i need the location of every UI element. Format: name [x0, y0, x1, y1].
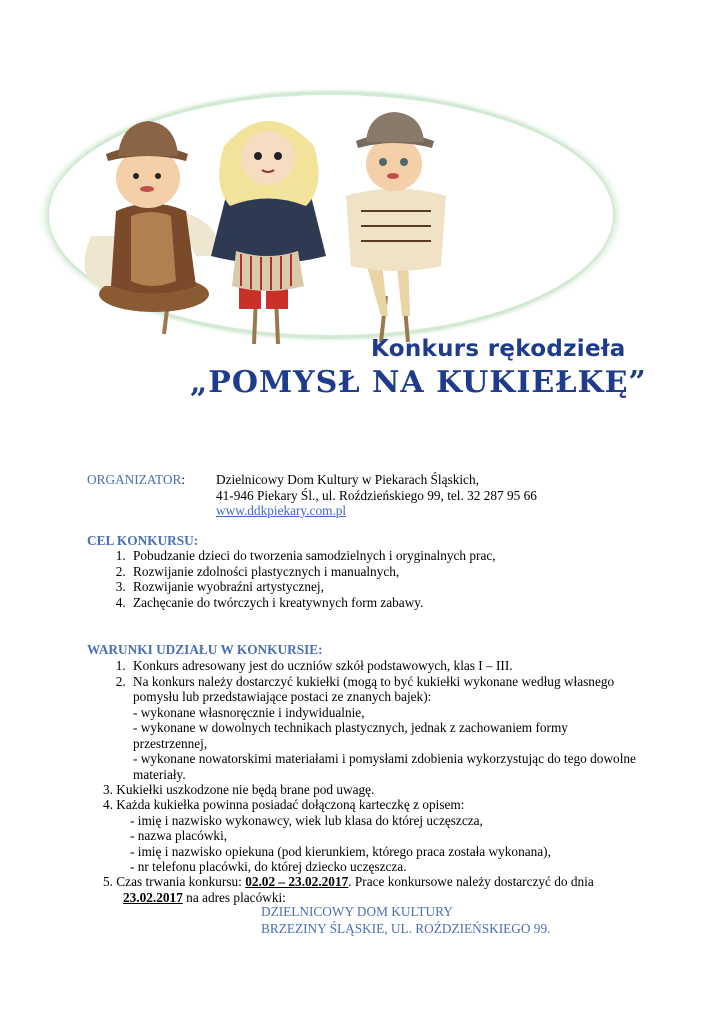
organizer-label-text: ORGANIZATOR	[87, 472, 182, 487]
condition-2-line: przestrzennej,	[133, 735, 208, 751]
condition-5-tail: na adres placówki:	[182, 889, 286, 905]
conditions-list	[87, 658, 689, 782]
condition-4-sub: - nr telefonu placówki, do której dziecko uczęszcza.	[130, 859, 407, 874]
goal-item: 1. Pobudzanie dzieci do tworzenia samodzielnych i oryginalnych prac,	[129, 548, 689, 564]
condition-item-3: 3. Kukiełki uszkodzone nie będą brane pod uwagę.	[103, 782, 375, 797]
contest-dates: 02.02 – 23.02.2017	[245, 874, 349, 889]
organizer-line-1: Dzielnicowy Dom Kultury w Piekarach Śląskich,	[216, 472, 479, 487]
goal-item: 3. Rozwijanie wyobraźni artystycznej,	[129, 579, 689, 595]
delivery-address	[261, 904, 550, 937]
organizer-label	[87, 472, 185, 488]
condition-item-5	[103, 874, 663, 905]
organizer-colon: :	[181, 472, 186, 487]
condition-4-sub: - imię i nazwisko opiekuna (pod kierunkiem, którego praca została wykonana),	[130, 843, 551, 859]
three-folk-puppets-illustration	[36, 86, 626, 344]
delivery-deadline: 23.02.2017	[123, 889, 183, 905]
condition-item-1: 1. Konkurs adresowany jest do uczniów szkół podstawowych, klas I – III.	[129, 658, 689, 674]
condition-2-line: - wykonane własnoręcznie i indywidualnie,	[133, 704, 365, 720]
condition-4-sub: - nazwa placówki,	[130, 828, 228, 843]
condition-2-line: 2. Na konkurs należy dostarczyć kukiełki (mogą to być kukiełki wykonane według własnego	[133, 673, 615, 689]
organizer-line-2: 41-946 Piekary Śl., ul. Roździeńskiego 99, tel. 32 287 95 66	[216, 487, 537, 503]
goal-item: 2. Rozwijanie zdolności plastycznych i manualnych,	[129, 564, 689, 580]
condition-4-sub: - imię i nazwisko wykonawcy, wiek lub klasa do której uczęszcza,	[130, 812, 483, 828]
organizer-details	[216, 472, 537, 519]
goals-list	[87, 548, 689, 610]
conditions-heading: WARUNKI UDZIAŁU W KONKURSIE:	[87, 642, 323, 657]
goals-heading: CEL KONKURSU:	[87, 533, 199, 548]
condition-2-line: - wykonane nowatorskimi materiałami i pomysłami zdobienia wykorzystując do tego dowolne	[133, 751, 636, 766]
condition-item-4	[103, 797, 663, 875]
address-line-1: DZIELNICOWY DOM KULTURY	[261, 904, 453, 919]
condition-2-line: pomysłu lub przedstawiające postaci ze znanych bajek):	[133, 689, 432, 704]
organizer-website-link[interactable]: www.ddkpiekary.com.pl	[216, 503, 347, 518]
condition-5-prefix: 5. Czas trwania konkursu:	[103, 874, 246, 889]
condition-item-2	[129, 674, 689, 783]
address-line-2: BRZEZINY ŚLĄSKIE, UL. ROŹDZIEŃSKIEGO 99.	[261, 920, 551, 936]
contest-subtitle: Konkurs rękodzieła	[371, 336, 626, 362]
condition-2-line: materiały.	[133, 766, 186, 782]
condition-5-suffix: . Prace konkursowe należy dostarczyć do dnia	[348, 874, 594, 889]
condition-2-line: - wykonane w dowolnych technikach plastycznych, jednak z zachowaniem formy	[133, 720, 568, 735]
condition-4-text: 4. Każda kukiełka powinna posiadać dołączoną karteczkę z opisem:	[103, 797, 465, 812]
goal-item: 4. Zachęcanie do twórczych i kreatywnych form zabawy.	[129, 595, 689, 611]
contest-title: „POMYSŁ NA KUKIEŁKĘ”	[190, 365, 647, 400]
